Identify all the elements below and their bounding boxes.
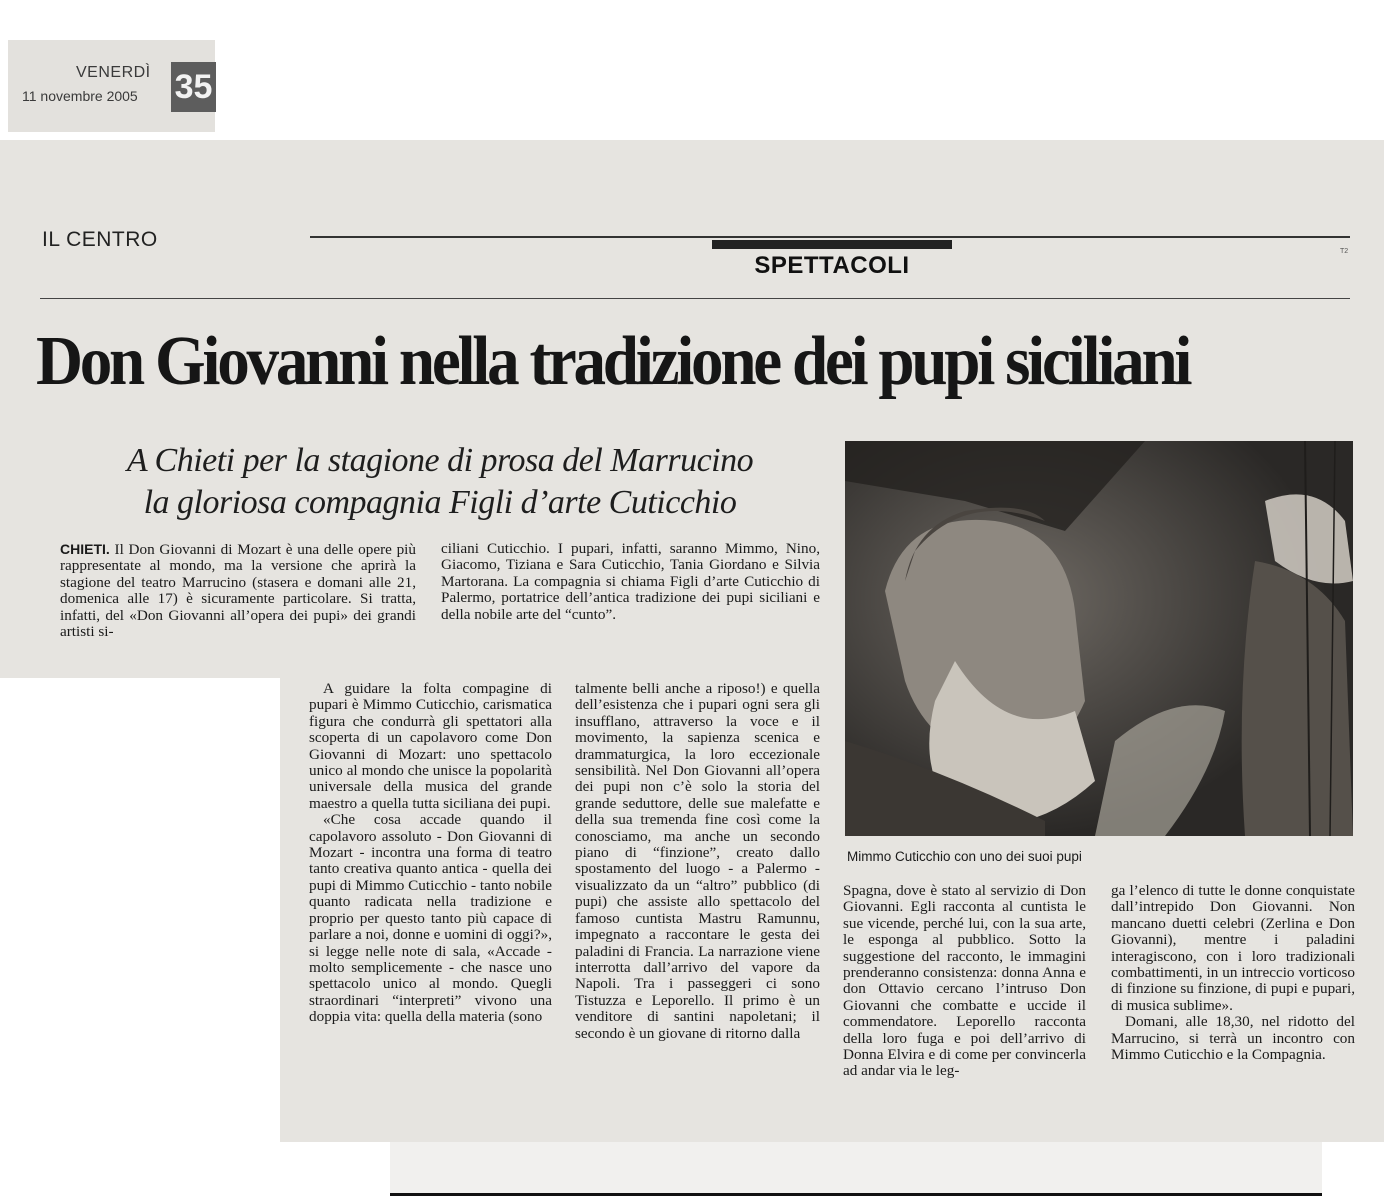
newspaper-name: IL CENTRO (42, 228, 158, 251)
dateline: CHIETI. (60, 541, 110, 557)
page-number: 35 (171, 62, 216, 112)
clipping-bottom-edge (390, 1142, 1322, 1196)
paragraph: A guidare la folta compagine di pupari è Mimmo Cuticchio, carismatica figura che condurrà gli spettatori alla scoperta di un capolavoro come Don Giovanni di Mozart: uno spettacolo unico al mondo che unisce la popolarità universale della musica del grande maestro a quella tutta siciliana dei pupi. (309, 680, 552, 812)
header-rule (310, 236, 1350, 238)
date-clipping (8, 40, 215, 132)
news-photo (845, 441, 1353, 836)
cut-out-margin (0, 678, 280, 1142)
paragraph: talmente belli anche a riposo!) e quella dell’esistenza che i pupari ogni sera gli insufflano, attraverso la voce e il movimento, la sapienza scenica e drammaturgica, la loro eccezionale sensibilità. Nel Don Giovanni all’opera dei pupi non c’è solo la storia del grande seduttore, delle sue malefatte e della sua tremenda fine così come la conosciamo, ma anche un secondo piano di “finzione”, creato dallo spostamento del luogo - a Palermo - visualizzato da un “altro” pubblico (di pupi) che assiste allo spettacolo del famoso cuntista Mastru Ramunnu, impegnato a raccontare le gesta dei paladini di Francia. La narrazione viene interrotta dall’arrivo del vapore da Napoli. Tra i passeggeri ci sono Tistuzza e Leporello. Il primo è un venditore di santini napoletani; il secondo è un giovane di ritorno dalla (575, 680, 820, 1042)
section-rule (40, 298, 1350, 299)
body-column-4 (1111, 883, 1355, 1063)
lead-text-1: Il Don Giovanni di Mozart è una delle opere più rappresentate al mondo, ma la versione che aprirà la stagione del teatro Marrucino (stasera e domani alle 21, domenica alle 17) è sicuramente particolare. Si tratta, infatti, del «Don Giovanni all’opera dei pupi» dei grandi artisti si- (60, 541, 416, 641)
section-bar (712, 240, 952, 249)
paragraph: «Che cosa accade quando il capolavoro assoluto - Don Giovanni di Mozart - incontra una forma di teatro tanto creativa quanto antica - quella dei pupi di Mimmo Cuticchio - tanto nobile quanto radicata nella tradizione e proprio per questo tanto più capace di parlare a noi, donne e uomini di oggi?», si legge nelle note di sala, «Accade - molto semplicemente - che nasce uno spettacolo unico al mondo. Quegli straordinari “interpreti” vivono una doppia vita: quella della materia (sono (309, 811, 552, 1026)
body-column-3 (843, 883, 1086, 1080)
paragraph: ga l’elenco di tutte le donne conquistate dall’intrepido Don Giovanni. Non mancano duetti celebri (Zerlina e Don Giovanni), mentre i paladini interagiscono, con i loro tradizionali combattimenti, in un intreccio vorticoso di finzione su finzione, di pupi e pupari, di musica sublime». (1111, 882, 1355, 1014)
subheadline-line-2: la gloriosa compagnia Figli d’arte Cuticchio (143, 484, 737, 521)
section-code: T2 (1340, 248, 1349, 255)
headline: Don Giovanni nella tradizione dei pupi siciliani (36, 323, 1190, 400)
subheadline-line-1: A Chieti per la stagione di prosa del Marrucino (126, 442, 754, 479)
photo-image (845, 441, 1353, 836)
body-column-2 (575, 681, 820, 1042)
lead-column-1 (60, 541, 416, 640)
paragraph: Spagna, dove è stato al servizio di Don Giovanni. Egli racconta al cuntista le sue vicende, perché lui, con la sua arte, le esponga al pubblico. Sotto la suggestione del racconto, le immagini prenderanno consistenza: donna Anna e don Ottavio cercano l’intruso Don Giovanni che combatte e uccide il commendatore. Leporello racconta della loro fuga e poi dell’arrivo di Donna Elvira e di come per convincerla ad andar via le leg- (843, 882, 1086, 1080)
photo-caption: Mimmo Cuticchio con uno dei suoi pupi (847, 849, 1082, 864)
lead-text-2: ciliani Cuticchio. I pupari, infatti, saranno Mimmo, Nino, Giacomo, Tiziana e Sara Cuticchio, Tania Giordano e Silvia Martorana. La compagnia si chiama Figli d’arte Cuticchio di Palermo, portatrice dell’antica tradizione dei pupi siciliani e della nobile arte del “cunto”. (441, 540, 820, 623)
lead-column-2 (441, 541, 820, 623)
body-column-1 (309, 681, 552, 1026)
paragraph: Domani, alle 18,30, nel ridotto del Marrucino, si terrà un incontro con Mimmo Cuticchio e la Compagnia. (1111, 1013, 1355, 1064)
section-label: SPETTACOLI (754, 252, 910, 279)
weekday: VENERDÌ (76, 64, 151, 81)
publication-date: 11 novembre 2005 (22, 88, 138, 104)
subheadline (60, 440, 820, 524)
